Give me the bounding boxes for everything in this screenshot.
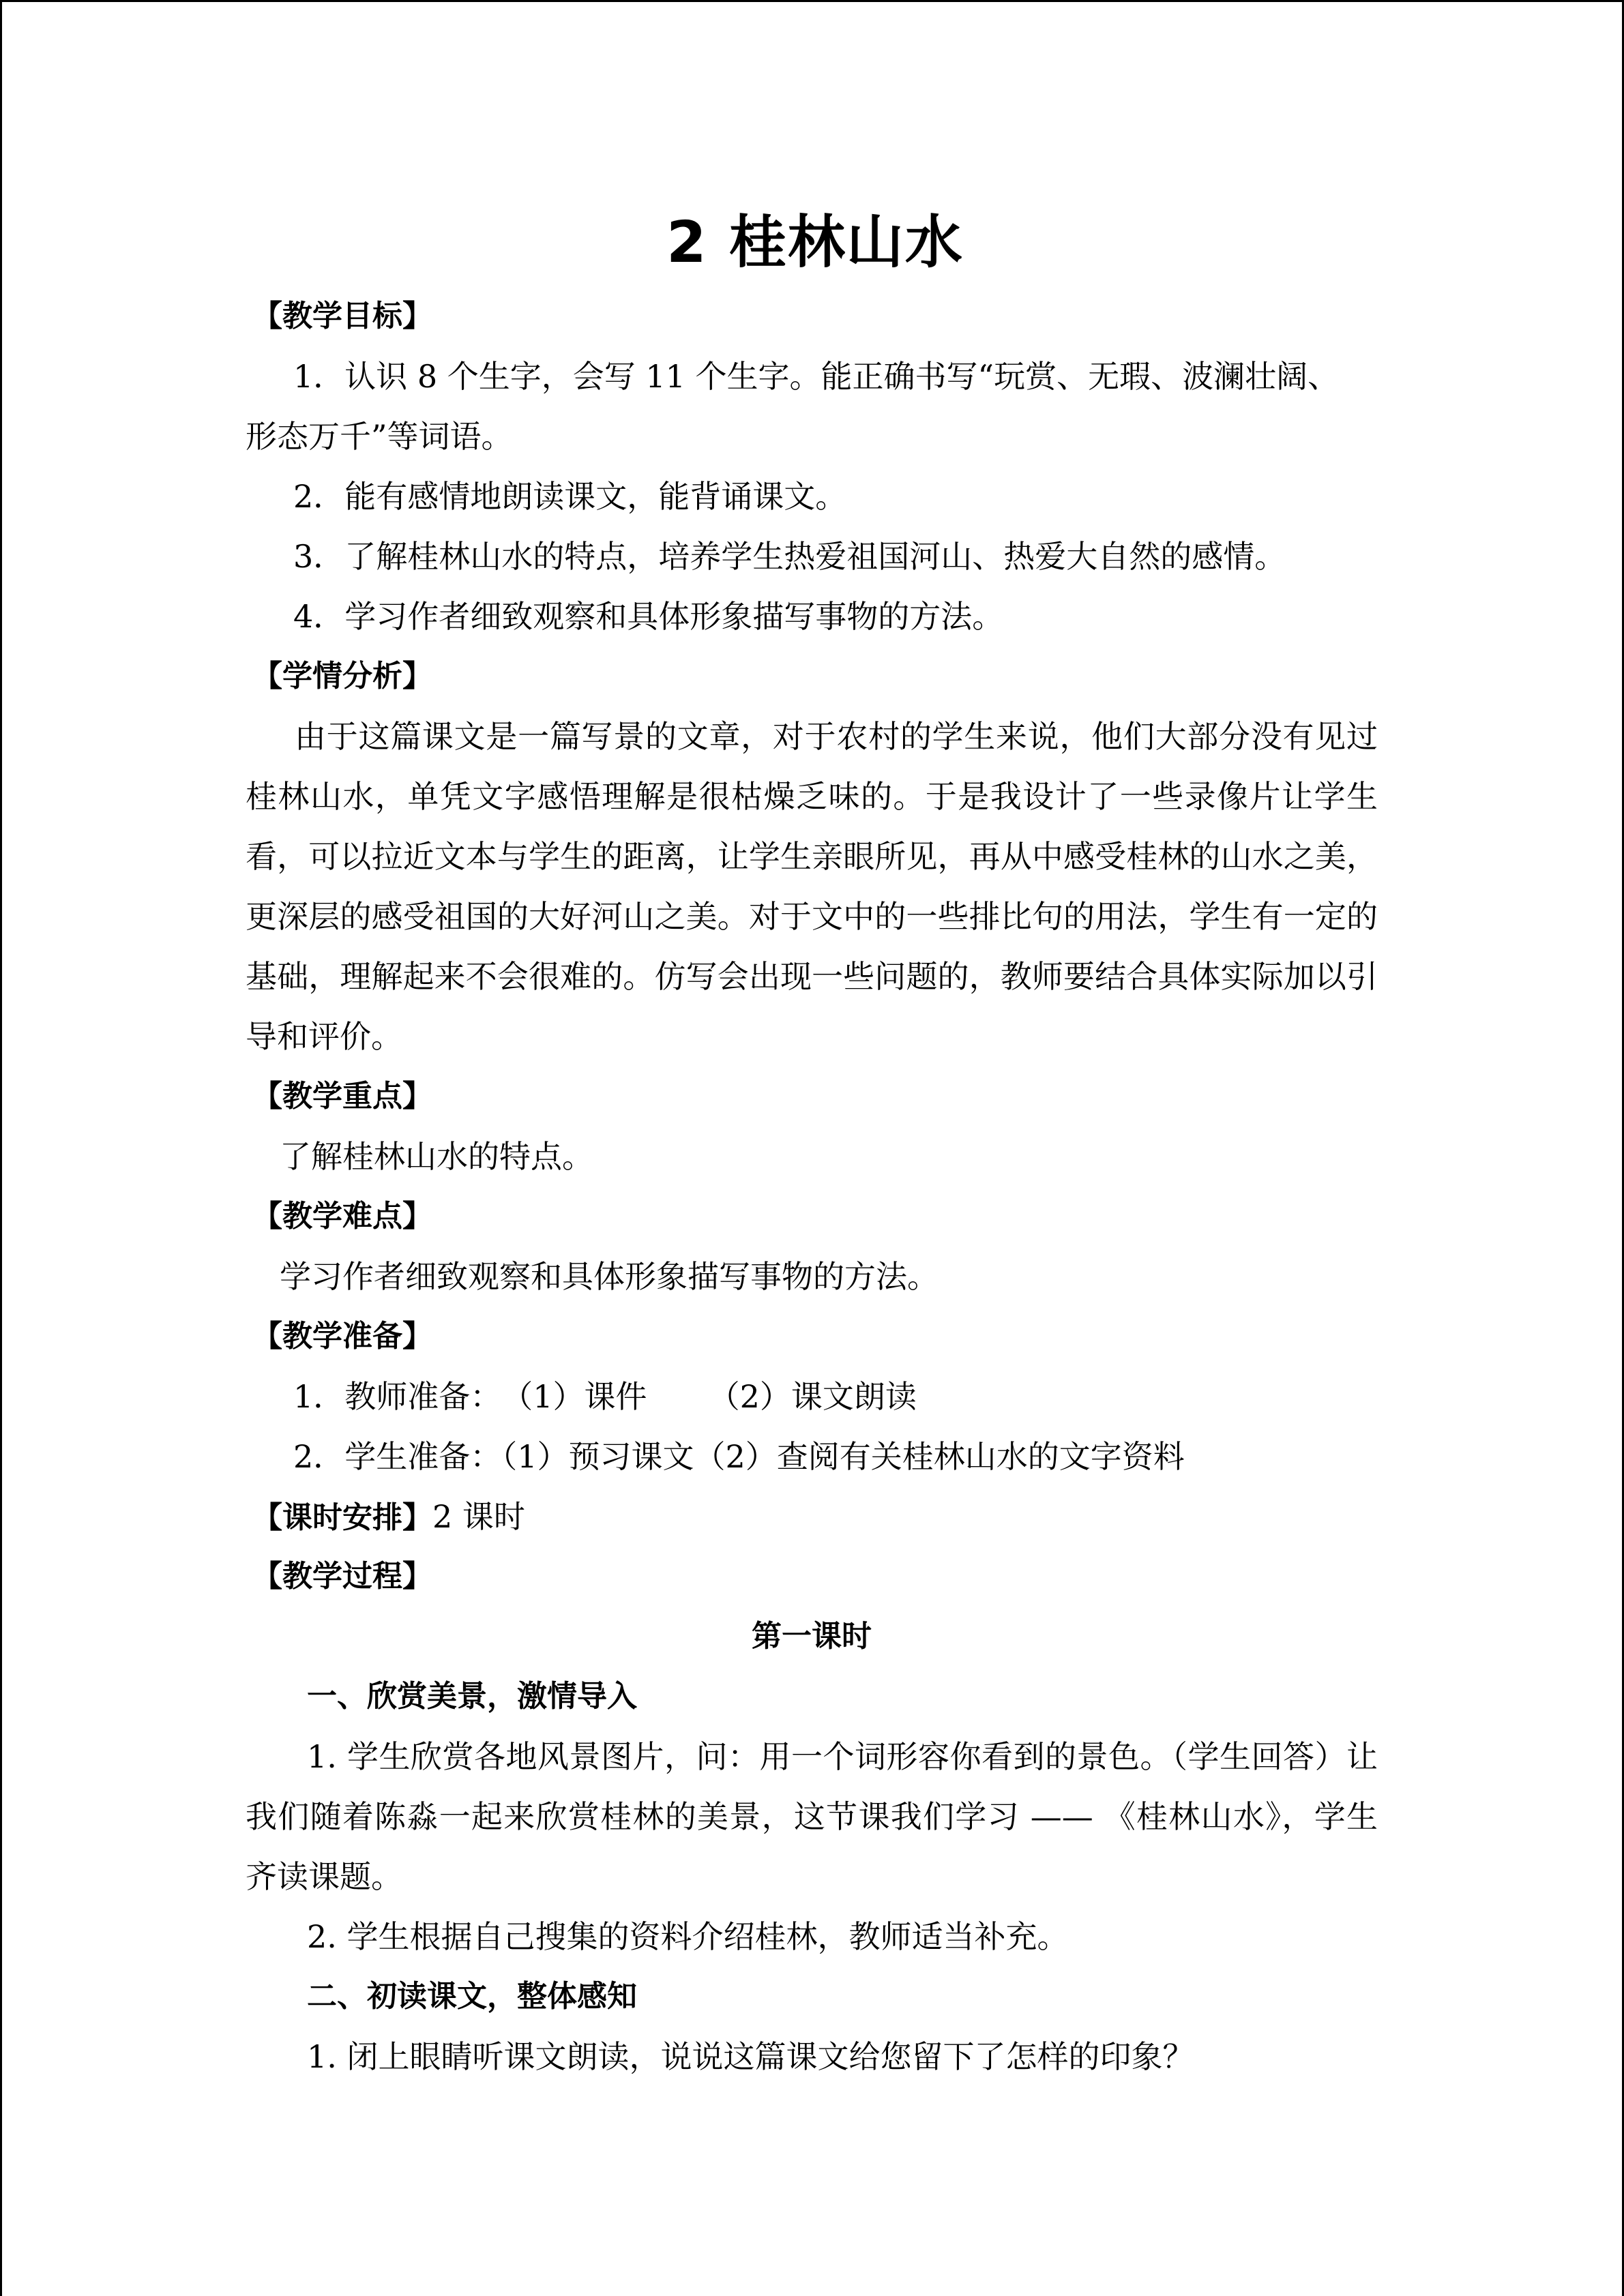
preparation-teacher-item-2: （2）课文朗读 bbox=[708, 1378, 917, 1415]
analysis-heading: 【学情分析】 bbox=[252, 659, 432, 694]
schedule-heading: 【课时安排】 bbox=[252, 1500, 432, 1535]
part-2-heading: 二、初读课文，整体感知 bbox=[307, 1979, 637, 2014]
part-2-step-1: 1. 闭上眼睛听课文朗读，说说这篇课文给您留下了怎样的印象？ bbox=[307, 2038, 1194, 2075]
preparation-teacher-label: 1．教师准备： bbox=[293, 1378, 502, 1415]
preparation-teacher-item-1: （1）课件 bbox=[501, 1378, 647, 1415]
document-body bbox=[246, 198, 1378, 2087]
page-title: 2 桂林山水 bbox=[666, 209, 964, 275]
part-1-heading: 一、欣赏美景，激情导入 bbox=[307, 1679, 637, 1714]
preparation-teacher bbox=[246, 1367, 1378, 1427]
schedule-value: 2 课时 bbox=[432, 1498, 525, 1535]
objective-3: 3．了解桂林山水的特点，培养学生热爱祖国河山、热爱大自然的感情。 bbox=[293, 538, 1286, 575]
objective-2: 2．能有感情地朗读课文，能背诵课文。 bbox=[293, 478, 847, 515]
analysis-paragraph: 由于这篇课文是一篇写景的文章，对于农村的学生来说，他们大部分没有见过桂林山水，单凭文字感悟理解是很枯燥乏味的。于是我设计了一些录像片让学生看，可以拉近文本与学生的距离，让学生亲眼所见，再从中感受桂林的山水之美，更深层的感受祖国的大好河山之美。对于文中的一些排比句的用法，学生有一定的基础，理解起来不会很难的。仿写会出现一些问题的，教师要结合具体实际加以引导和评价。 bbox=[246, 718, 1378, 1055]
process-heading: 【教学过程】 bbox=[252, 1559, 432, 1594]
part-1-step-2: 2. 学生根据自己搜集的资料介绍桂林，教师适当补充。 bbox=[307, 1918, 1069, 1955]
objectives-heading: 【教学目标】 bbox=[252, 299, 432, 333]
lesson-1-title: 第一课时 bbox=[752, 1619, 872, 1654]
difficulty-heading: 【教学难点】 bbox=[252, 1199, 432, 1234]
part-1-step-1: 1. 学生欣赏各地风景图片，问：用一个词形容你看到的景色。（学生回答）让我们随着陈淼一起来欣赏桂林的美景，这节课我们学习 —— 《桂林山水》，学生齐读课题。 bbox=[246, 1738, 1378, 1895]
schedule-row bbox=[246, 1487, 1378, 1547]
key-points-text: 了解桂林山水的特点。 bbox=[280, 1138, 593, 1175]
objective-1-line-1: 1．认识 8 个生字，会写 11 个生字。能正确书写“玩赏、无瑕、波澜壮阔、 bbox=[293, 358, 1340, 395]
objective-1-line-2: 形态万千”等词语。 bbox=[246, 418, 513, 455]
objective-4: 4．学习作者细致观察和具体形象描写事物的方法。 bbox=[293, 598, 1004, 635]
preparation-heading: 【教学准备】 bbox=[252, 1319, 432, 1354]
difficulty-text: 学习作者细致观察和具体形象描写事物的方法。 bbox=[280, 1258, 939, 1295]
key-points-heading: 【教学重点】 bbox=[252, 1079, 432, 1114]
preparation-student: 2．学生准备：（1）预习课文（2）查阅有关桂林山水的文字资料 bbox=[293, 1438, 1185, 1475]
